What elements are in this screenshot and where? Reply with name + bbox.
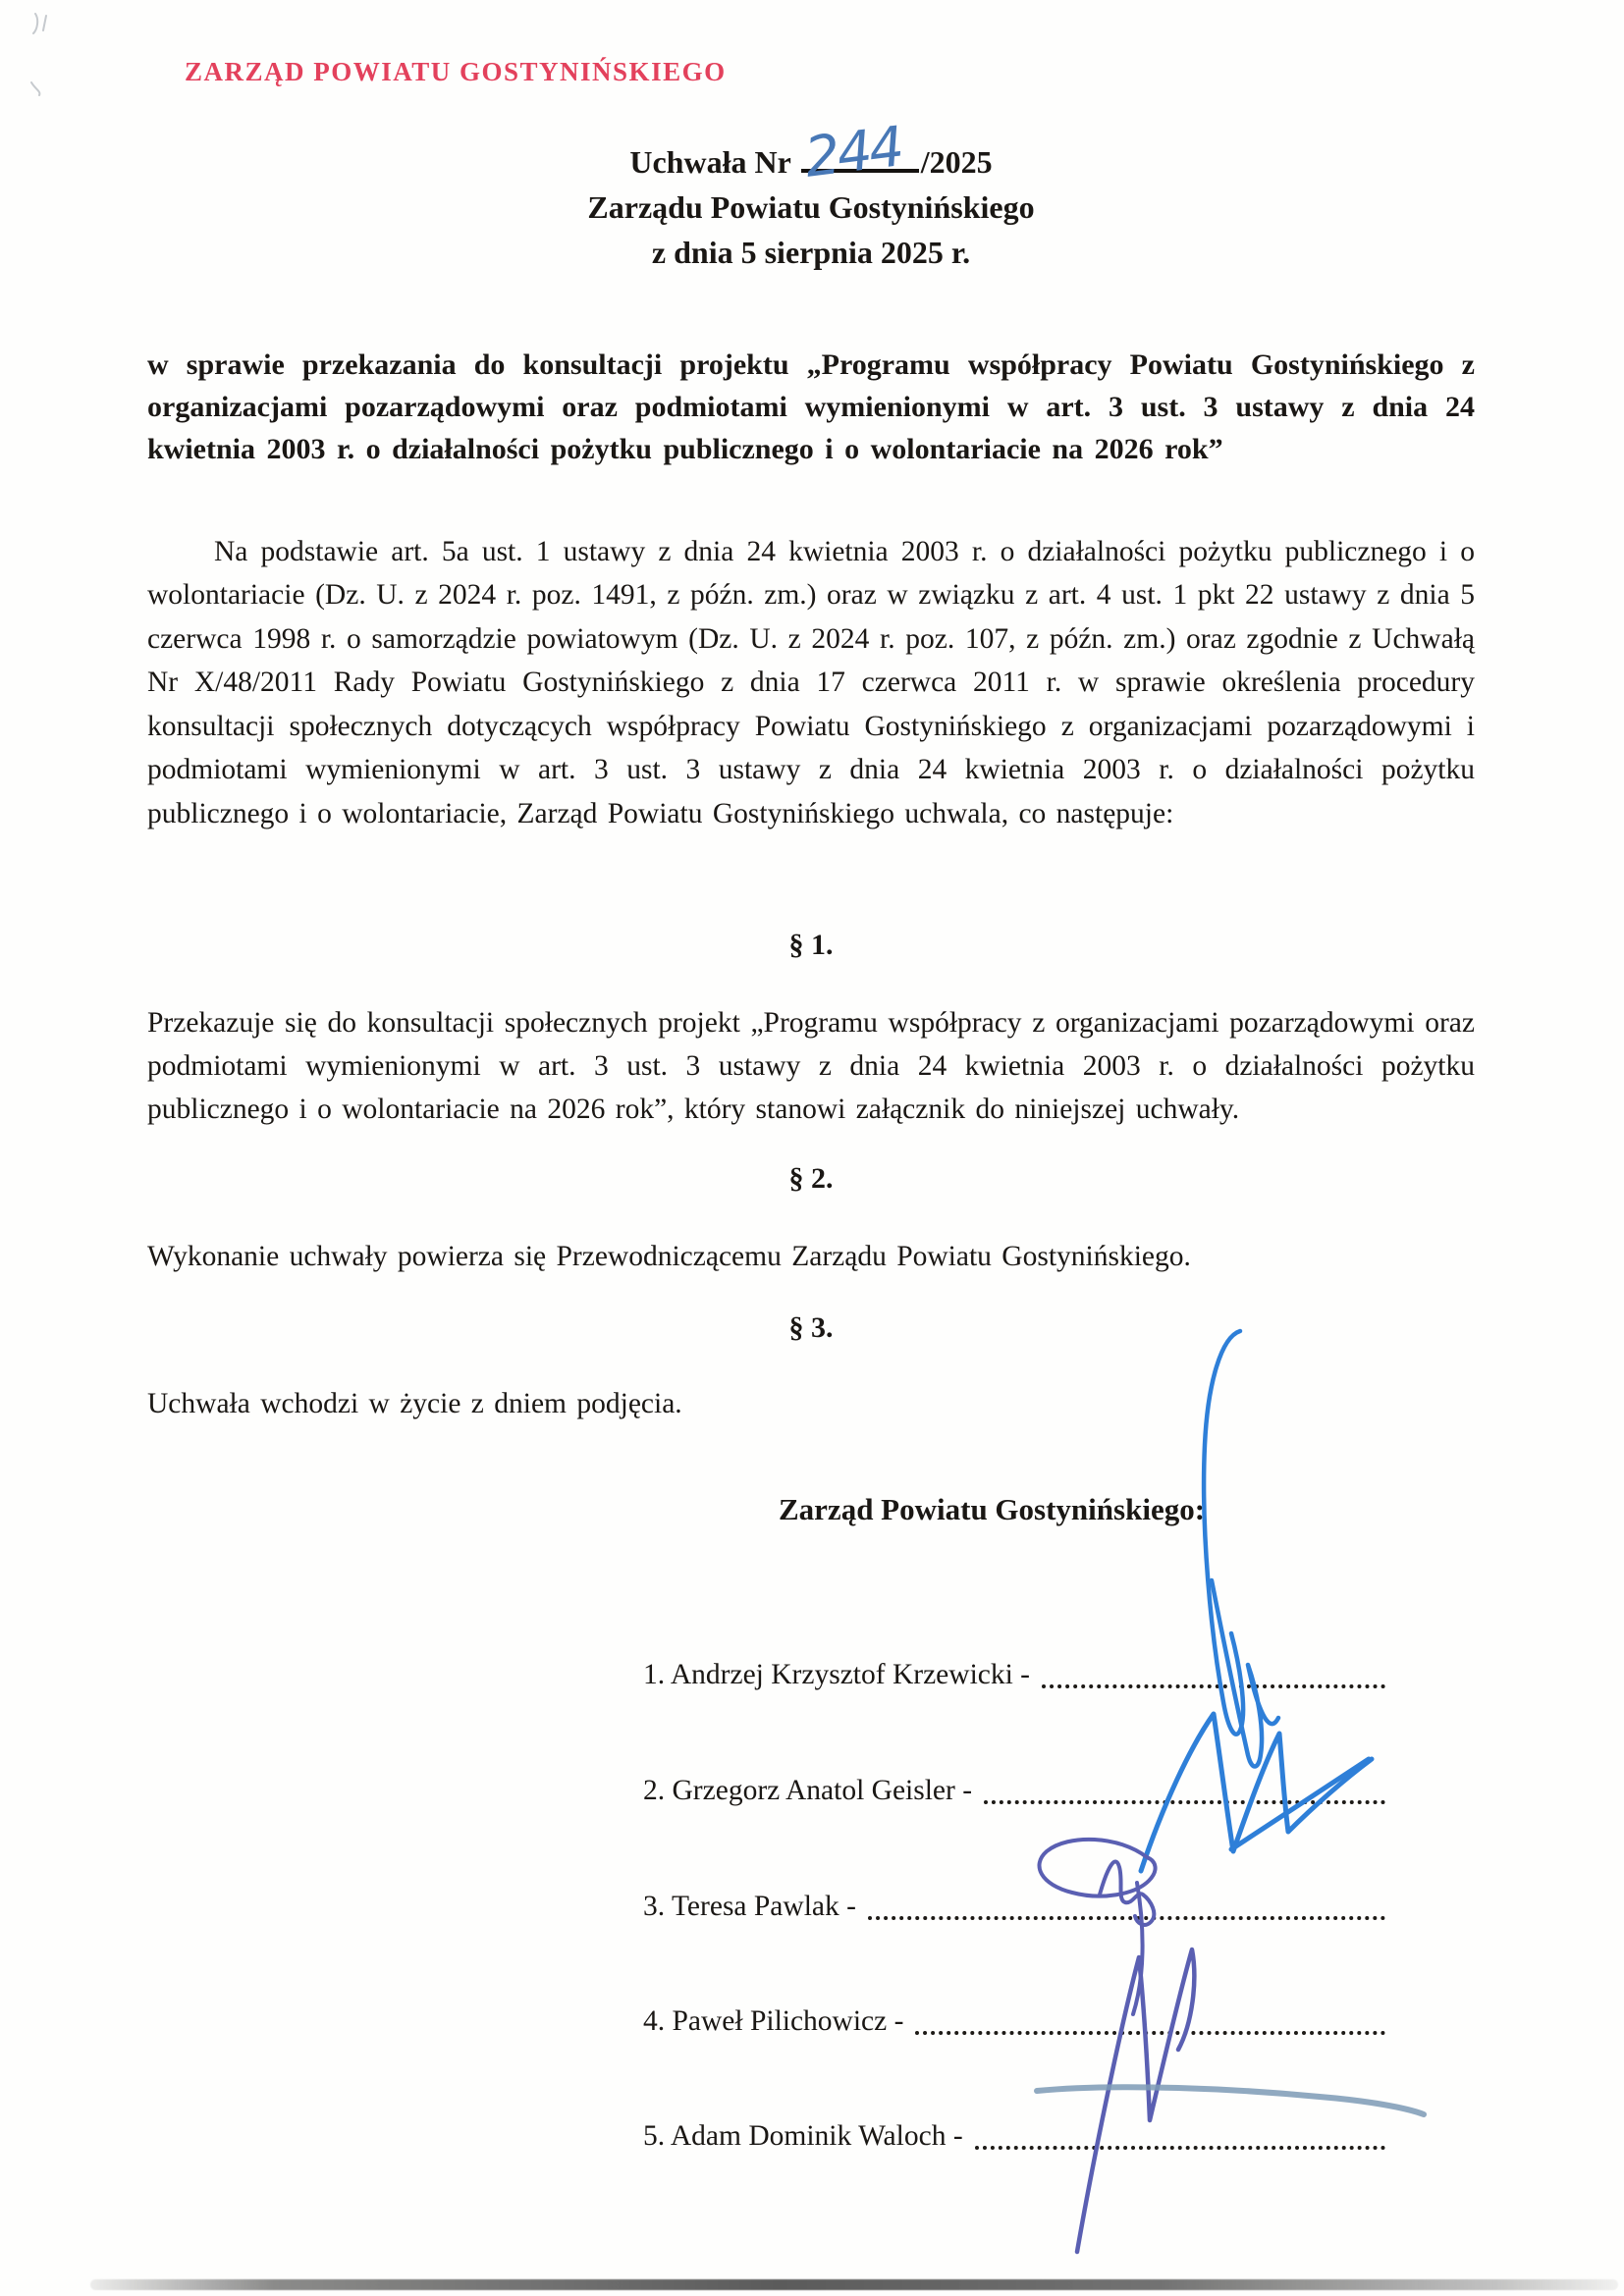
signatory-name: 1. Andrzej Krzysztof Krzewicki - bbox=[643, 1659, 1031, 1690]
signatory-name: 4. Paweł Pilichowicz - bbox=[643, 2005, 904, 2037]
signature-row-1 bbox=[643, 1659, 1385, 1696]
pen-signature-row4 bbox=[1077, 1949, 1194, 2252]
resolution-number-prefix: Uchwała Nr bbox=[629, 144, 791, 180]
resolution-number-line bbox=[147, 115, 1475, 190]
section-1-body: Przekazuje się do konsultacji społecznych projekt „Programu współpracy z organizacjami pozarządowymi oraz podmiotami wymienionymi w art. 3 ust. 3 ustawy z dnia 24 kwietnia 2003 r. o działalności pożytku publicznego i o wolontariacie na 2026 rok”, który stanowi załącznik do niniejszej uchwały. bbox=[147, 1006, 1475, 1125]
dotted-signature-line bbox=[984, 1775, 1385, 1804]
section-2-heading: § 2. bbox=[788, 1162, 834, 1195]
signature-row-5 bbox=[643, 2120, 1385, 2158]
corner-pen-marks bbox=[31, 14, 46, 95]
office-stamp: ZARZĄD POWIATU GOSTYNIŃSKIEGO bbox=[185, 57, 727, 86]
dotted-signature-line bbox=[1042, 1659, 1385, 1688]
section-1-heading: § 1. bbox=[788, 929, 834, 961]
signatory-name: 5. Adam Dominik Waloch - bbox=[643, 2120, 963, 2152]
signature-block-heading: Zarząd Powiatu Gostynińskiego: bbox=[779, 1492, 1206, 1526]
date-line: z dnia 5 sierpnia 2025 r. bbox=[651, 235, 971, 270]
number-underline bbox=[801, 115, 919, 190]
issuing-body-line: Zarządu Powiatu Gostynińskiego bbox=[587, 189, 1035, 225]
pen-signature-row5 bbox=[1037, 2087, 1424, 2114]
signatory-name: 2. Grzegorz Anatol Geisler - bbox=[643, 1775, 973, 1806]
dotted-signature-line bbox=[868, 1891, 1385, 1920]
signature-row-4 bbox=[643, 2005, 1385, 2043]
title-block bbox=[147, 115, 1475, 275]
handwritten-resolution-number: 244 bbox=[801, 115, 905, 190]
section-3-body: Uchwała wchodzi w życie z dniem podjęcia. bbox=[147, 1387, 682, 1419]
dotted-signature-line bbox=[975, 2120, 1385, 2150]
resolution-year-suffix: /2025 bbox=[920, 144, 993, 180]
corner-mark-icon bbox=[31, 82, 39, 95]
corner-mark-icon bbox=[43, 16, 46, 30]
signatory-name: 3. Teresa Pawlak - bbox=[643, 1891, 856, 1922]
corner-mark-icon bbox=[33, 14, 37, 33]
section-3-heading: § 3. bbox=[788, 1311, 834, 1344]
signature-row-3 bbox=[643, 1891, 1385, 1928]
pen-signature-row3 bbox=[1039, 1840, 1155, 1896]
subject-paragraph: w sprawie przekazania do konsultacji projektu „Programu współpracy Powiatu Gostynińskiego z organizacjami pozarządowymi oraz podmiotami wymienionymi w art. 3 ust. 3 ustawy z dnia 24 kwietnia 2003 r. o działalności pożytku publicznego i o wolontariacie na 2026 rok” bbox=[147, 348, 1475, 465]
legal-preamble-paragraph: Na podstawie art. 5a ust. 1 ustawy z dnia 24 kwietnia 2003 r. o działalności pożytku publicznego i o wolontariacie (Dz. U. z 2024 r. poz. 1491, z późn. zm.) oraz w związku z art. 4 ust. 1 pkt 22 ustawy z dnia 5 czerwca 1998 r. o samorządzie powiatowym (Dz. U. z 2024 r. poz. 107, z późn. zm.) oraz zgodnie z Uchwałą Nr X/48/2011 Rady Powiatu Gostynińskiego z dnia 17 czerwca 2011 r. w sprawie określenia procedury konsultacji społecznych dotyczących współpracy Powiatu Gostynińskiego z organizacjami pozarządowymi i podmiotami wymienionymi w art. 3 ust. 3 ustawy z dnia 24 kwietnia 2003 r. o działalności pożytku publicznego i o wolontariacie, Zarząd Powiatu Gostynińskiego uchwala, co następuje: bbox=[147, 535, 1475, 829]
signature-row-2 bbox=[643, 1775, 1385, 1812]
scanner-edge-artifact bbox=[90, 2279, 1618, 2290]
section-2-body: Wykonanie uchwały powierza się Przewodniczącemu Zarządu Powiatu Gostynińskiego. bbox=[147, 1240, 1191, 1272]
dotted-signature-line bbox=[915, 2005, 1385, 2035]
